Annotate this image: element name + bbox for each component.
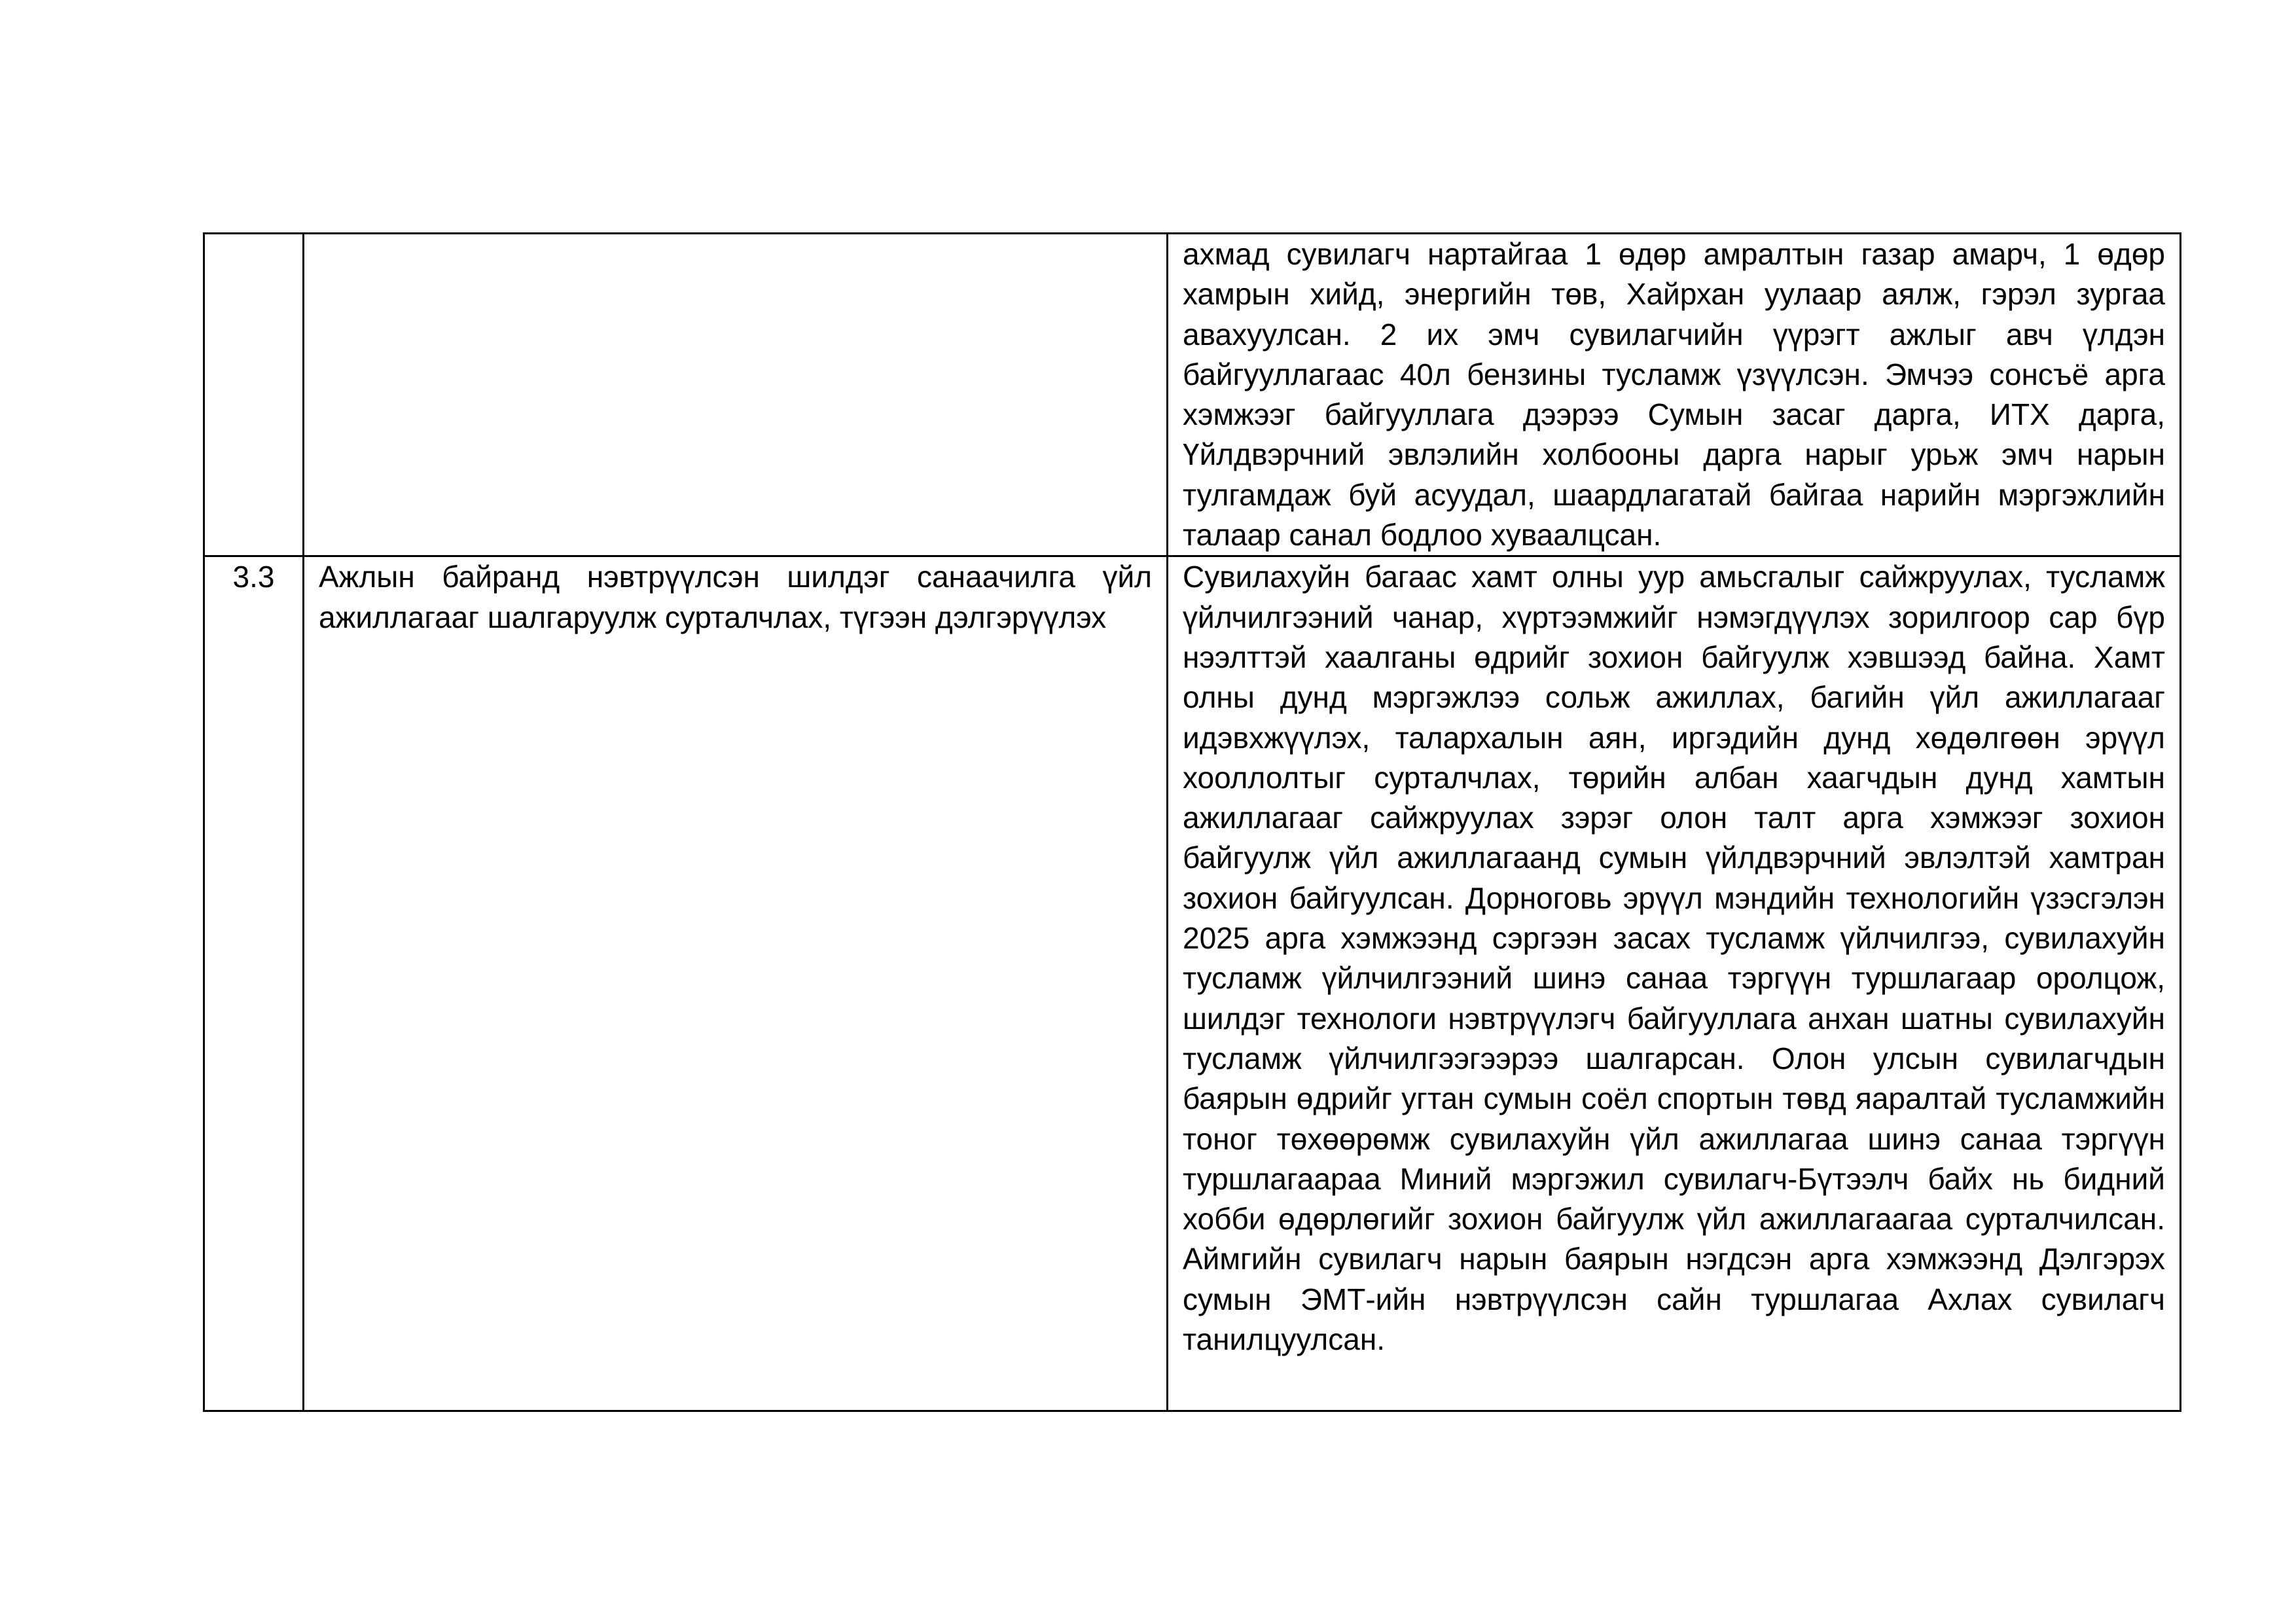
row-number-cell: 3.3 <box>204 556 304 1411</box>
result-cell: ахмад сувилагч нартайгаа 1 өдөр амралтын газар амарч, 1 өдөр хамрын хийд, энергийн төв, Хайрхан уулаар аялж, гэрэл зургаа авахуулсан. 2 их эмч сувилагчийн үүрэгт ажлыг авч үлдэн байгууллагаас 40л бензины тусламж үзүүлсэн. Эмчээ сонсъё арга хэмжээг байгууллага дээрээ Сумын засаг дарга, ИТХ дарга, Үйлдвэрчний эвлэлийн холбооны дарга нарыг урьж эмч нарын тулгамдаж буй асуудал, шаардлагатай байгаа нарийн мэргэжлийн талаар санал бодлоо хуваалцсан. <box>1168 234 2181 556</box>
table-row <box>204 234 2181 556</box>
activity-cell: Ажлын байранд нэвтрүүлсэн шилдэг санаачилга үйл ажиллагааг шалгаруулж сурталчлах, түгээн дэлгэрүүлэх <box>304 556 1168 1411</box>
activity-cell <box>304 234 1168 556</box>
row-number-cell <box>204 234 304 556</box>
report-table <box>203 232 2181 1412</box>
result-cell: Сувилахуйн багаас хамт олны уур амьсгалыг сайжруулах, тусламж үйлчилгээний чанар, хүртээмжийг нэмэгдүүлэх зорилгоор сар бүр нээлттэй хаалганы өдрийг зохион байгуулж хэвшээд байна. Хамт олны дунд мэргэжлээ сольж ажиллах, багийн үйл ажиллагааг идэвхжүүлэх, талархалын аян, иргэдийн дунд хөдөлгөөн эрүүл хооллолтыг сурталчлах, төрийн албан хаагчдын дунд хамтын ажиллагааг сайжруулах зэрэг олон талт арга хэмжээг зохион байгуулж үйл ажиллагаанд сумын үйлдвэрчний эвлэлтэй хамтран зохион байгуулсан. Дорноговь эрүүл мэндийн технологийн үзэсгэлэн 2025 арга хэмжээнд сэргээн засах тусламж үйлчилгээ, сувилахуйн тусламж үйлчилгээний шинэ санаа тэргүүн туршлагаар оролцож, шилдэг технологи нэвтрүүлэгч байгууллага анхан шатны сувилахуйн тусламж үйлчилгээгээрээ шалгарсан. Олон улсын сувилагчдын баярын өдрийг угтан сумын соёл спортын төвд яаралтай тусламжийн тоног төхөөрөмж сувилахуйн үйл ажиллагаа шинэ санаа тэргүүн туршлагаараа Миний мэргэжил сувилагч-Бүтээлч байх нь бидний хобби өдөрлөгийг зохион байгуулж үйл ажиллагаагаа сурталчилсан. Аймгийн сувилагч нарын баярын нэгдсэн арга хэмжээнд Дэлгэрэх сумын ЭМТ-ийн нэвтрүүлсэн сайн туршлагаа Ахлах сувилагч танилцуулсан. <box>1168 556 2181 1411</box>
table-row <box>204 556 2181 1411</box>
